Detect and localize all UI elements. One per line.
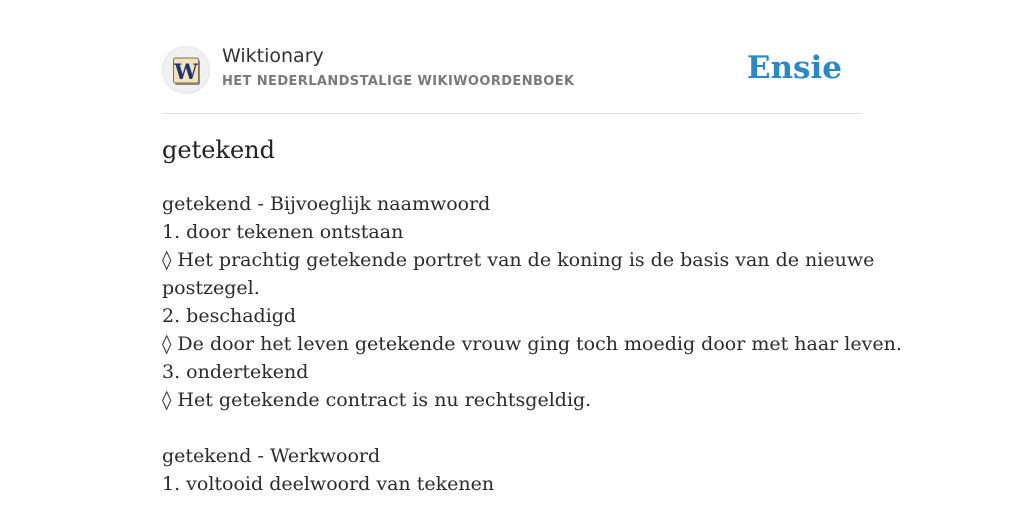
brand-name[interactable]: Wiktionary (222, 45, 324, 67)
site-header (162, 44, 862, 113)
example-sentence: ◊ De door het leven getekende vrouw ging toch moedig door met haar leven. (162, 333, 902, 355)
definition: 1. door tekenen ontstaan (162, 221, 404, 243)
entry-content (162, 190, 902, 498)
example-sentence: ◊ Het prachtig getekende portret van de koning is de basis van de nieuwe (162, 249, 875, 271)
site-logo-text[interactable]: Ensie (746, 50, 842, 86)
section-heading: getekend - Werkwoord (162, 445, 381, 467)
section-spacer (162, 414, 862, 442)
definition: 1. voltooid deelwoord van tekenen (162, 473, 495, 495)
example-sentence-continued: postzegel. (162, 277, 260, 299)
brand-tagline: HET NEDERLANDSTALIGE WIKIWOORDENBOEK (222, 74, 575, 89)
definition: 2. beschadigd (162, 305, 297, 327)
wiktionary-logo-icon[interactable] (162, 46, 210, 94)
example-sentence: ◊ Het getekende contract is nu rechtsgeldig. (162, 389, 592, 411)
page-title: getekend (162, 136, 275, 164)
header-divider (162, 113, 862, 114)
logo-letter: W (174, 59, 198, 84)
definition: 3. ondertekend (162, 361, 309, 383)
logo-tile-graphic (172, 56, 202, 86)
section-heading: getekend - Bijvoeglijk naamwoord (162, 193, 491, 215)
